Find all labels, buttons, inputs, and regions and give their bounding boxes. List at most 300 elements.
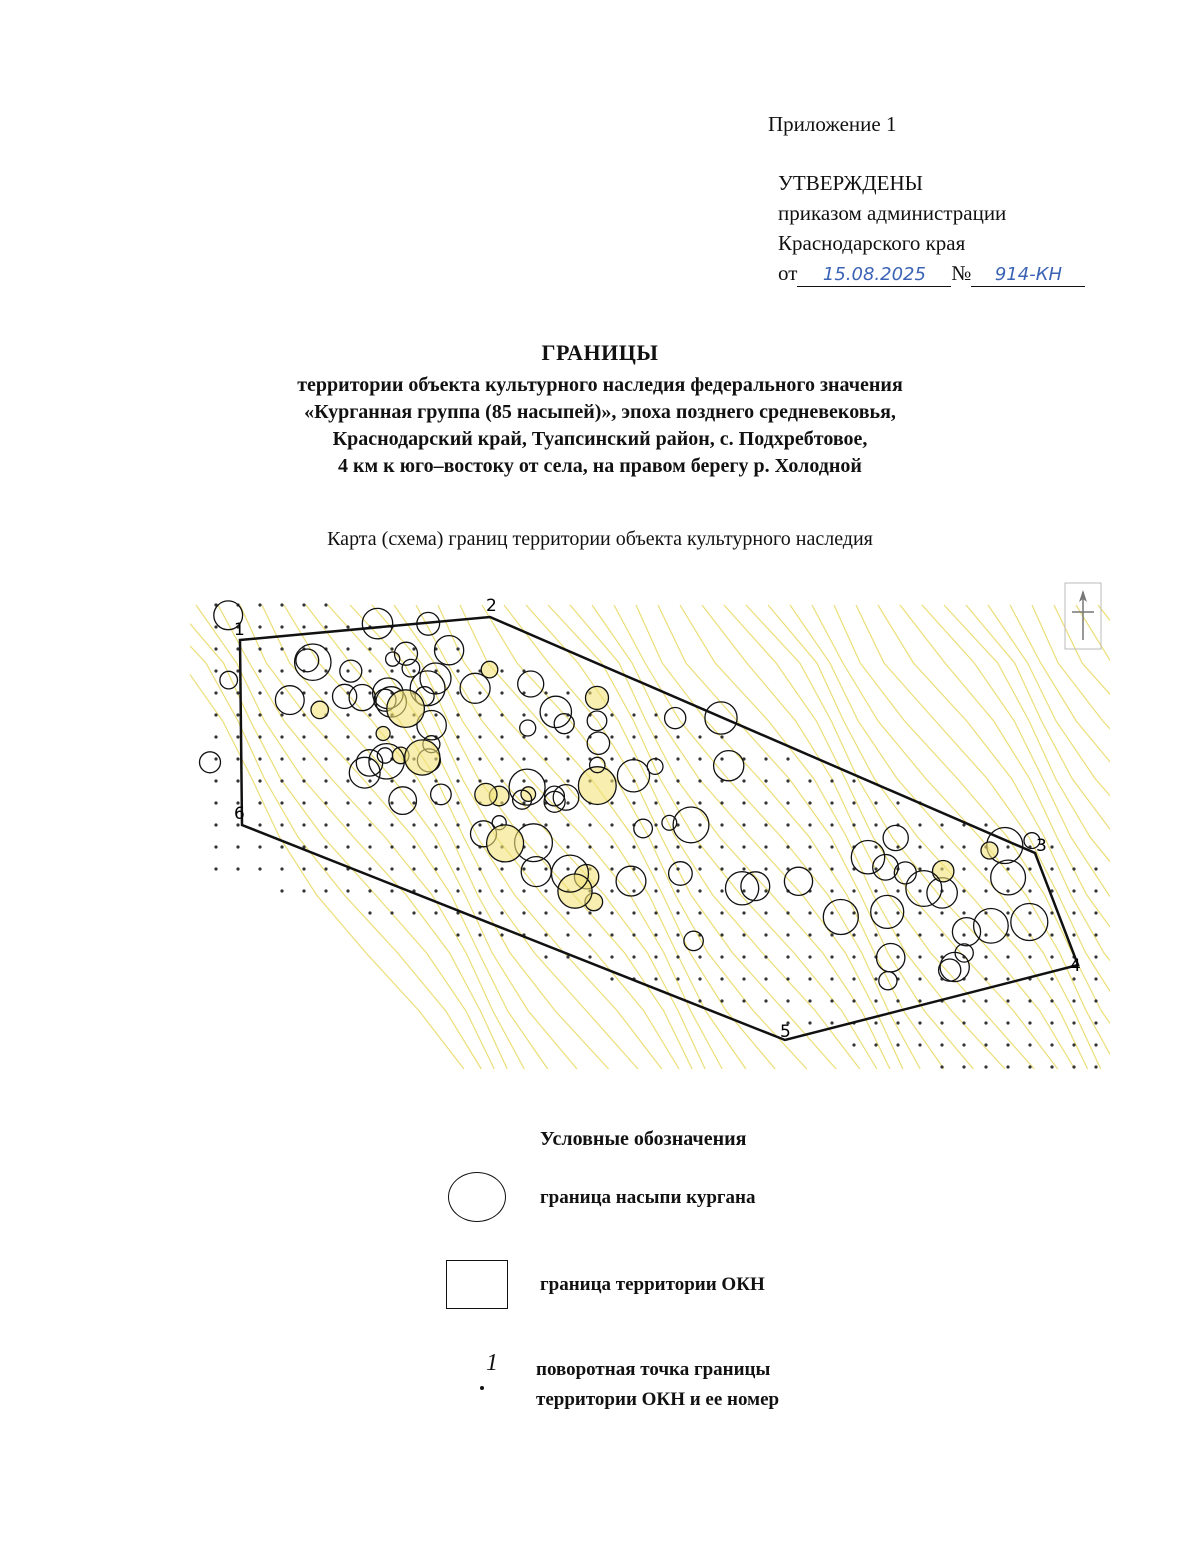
survey-dot (214, 713, 217, 716)
survey-dot (346, 889, 349, 892)
survey-dot (346, 713, 349, 716)
survey-dot (1094, 911, 1097, 914)
survey-dot (808, 823, 811, 826)
survey-dot (258, 647, 261, 650)
survey-dot (632, 955, 635, 958)
survey-dot (830, 955, 833, 958)
survey-dot (984, 933, 987, 936)
survey-dot (830, 977, 833, 980)
survey-dot (412, 823, 415, 826)
survey-dot (566, 757, 569, 760)
survey-dot (1028, 1065, 1031, 1068)
survey-dot (588, 911, 591, 914)
survey-dot (456, 647, 459, 650)
approval-line-2: Краснодарского края (778, 231, 966, 255)
survey-dot (346, 625, 349, 628)
survey-dot (588, 955, 591, 958)
survey-dot (412, 669, 415, 672)
survey-dot (258, 757, 261, 760)
point-label-5: 5 (780, 1022, 791, 1042)
survey-dot (874, 1021, 877, 1024)
survey-dot (654, 801, 657, 804)
survey-dot (896, 955, 899, 958)
survey-dot (236, 867, 239, 870)
survey-dot (390, 823, 393, 826)
survey-dot (852, 1043, 855, 1046)
mound-circle (405, 740, 440, 775)
contour-line (548, 605, 877, 1069)
survey-dot (1050, 955, 1053, 958)
survey-dot (280, 801, 283, 804)
survey-dot (500, 691, 503, 694)
survey-dot (214, 867, 217, 870)
survey-dot (742, 801, 745, 804)
survey-dot (962, 1065, 965, 1068)
survey-dot (478, 911, 481, 914)
survey-dot (412, 867, 415, 870)
survey-dot (236, 845, 239, 848)
survey-dot (1006, 977, 1009, 980)
survey-dot (610, 735, 613, 738)
survey-dot (280, 845, 283, 848)
survey-dot (390, 801, 393, 804)
survey-dot (280, 669, 283, 672)
survey-dot (940, 845, 943, 848)
survey-dot (368, 911, 371, 914)
survey-dot (918, 823, 921, 826)
survey-dot (786, 845, 789, 848)
survey-dot (808, 955, 811, 958)
survey-dot (324, 669, 327, 672)
survey-dot (786, 933, 789, 936)
survey-dot (808, 779, 811, 782)
survey-dot (720, 735, 723, 738)
survey-dot (346, 647, 349, 650)
survey-dot (962, 845, 965, 848)
survey-dot (742, 911, 745, 914)
survey-dot (368, 779, 371, 782)
survey-dot (412, 845, 415, 848)
survey-dot (566, 779, 569, 782)
survey-dot (478, 933, 481, 936)
document-title (0, 340, 1200, 480)
survey-dot (654, 911, 657, 914)
survey-dot (324, 735, 327, 738)
survey-dot (280, 823, 283, 826)
survey-dot (478, 889, 481, 892)
survey-dot (500, 735, 503, 738)
survey-dot (368, 691, 371, 694)
survey-dot (830, 933, 833, 936)
survey-dot (786, 955, 789, 958)
survey-dot (786, 999, 789, 1002)
order-date-value: 15.08.2025 (822, 264, 926, 285)
survey-dot (544, 713, 547, 716)
map-caption: Карта (схема) границ территории объекта культурного наследия (327, 528, 873, 550)
number-prefix: № (951, 261, 972, 285)
survey-dot (764, 977, 767, 980)
survey-dot (852, 911, 855, 914)
survey-dot (676, 779, 679, 782)
survey-dot (830, 999, 833, 1002)
survey-dot (566, 867, 569, 870)
survey-dot (852, 889, 855, 892)
survey-dot (214, 669, 217, 672)
mound-circle (386, 652, 400, 666)
survey-dot (808, 977, 811, 980)
survey-dot (764, 779, 767, 782)
survey-dot (676, 735, 679, 738)
survey-dot (1050, 999, 1053, 1002)
survey-dot (214, 757, 217, 760)
survey-dot (764, 911, 767, 914)
survey-dot (984, 1021, 987, 1024)
survey-dot (984, 999, 987, 1002)
survey-dot (1006, 1043, 1009, 1046)
survey-dot (522, 911, 525, 914)
survey-dot (852, 955, 855, 958)
survey-dot (456, 801, 459, 804)
survey-dot (698, 801, 701, 804)
survey-dot (676, 889, 679, 892)
survey-dot (280, 603, 283, 606)
survey-dot (918, 845, 921, 848)
point-label-4: 4 (1070, 956, 1081, 976)
survey-dot (346, 779, 349, 782)
survey-dot (720, 823, 723, 826)
survey-dot (500, 713, 503, 716)
survey-dot (918, 933, 921, 936)
mound-circles (200, 601, 1048, 990)
mound-circle (521, 787, 536, 802)
survey-dot (610, 845, 613, 848)
survey-dot (214, 779, 217, 782)
legend-mound-symbol (448, 1172, 506, 1222)
survey-dot (874, 1043, 877, 1046)
legend-point-dot (480, 1386, 484, 1390)
survey-dot (258, 669, 261, 672)
survey-dot (544, 735, 547, 738)
survey-dot (412, 735, 415, 738)
survey-dot (1094, 1043, 1097, 1046)
survey-dot (610, 889, 613, 892)
survey-dot (456, 757, 459, 760)
survey-dot (346, 757, 349, 760)
survey-dot (280, 713, 283, 716)
survey-dot (280, 779, 283, 782)
mound-circle (518, 671, 544, 697)
survey-dot (280, 647, 283, 650)
survey-dot (610, 977, 613, 980)
approval-date-line (778, 258, 1085, 288)
survey-dot (610, 757, 613, 760)
survey-dot (1094, 955, 1097, 958)
survey-dot (280, 625, 283, 628)
survey-dot (214, 691, 217, 694)
survey-dot (324, 801, 327, 804)
survey-dot (896, 933, 899, 936)
survey-dot (434, 713, 437, 716)
survey-dot (566, 735, 569, 738)
survey-dot (1094, 867, 1097, 870)
survey-dot (258, 691, 261, 694)
survey-dot (764, 955, 767, 958)
survey-dot (874, 889, 877, 892)
survey-dot (896, 911, 899, 914)
survey-dot (632, 933, 635, 936)
survey-dot (940, 911, 943, 914)
survey-dot (720, 845, 723, 848)
survey-dot (456, 669, 459, 672)
survey-dot (940, 1065, 943, 1068)
survey-dot (500, 933, 503, 936)
survey-dot (544, 757, 547, 760)
survey-dot (676, 801, 679, 804)
survey-dot (368, 867, 371, 870)
survey-dot (874, 933, 877, 936)
survey-dot (720, 889, 723, 892)
survey-dot (544, 933, 547, 936)
survey-dot (1006, 999, 1009, 1002)
survey-dot (1072, 977, 1075, 980)
date-prefix: от (778, 261, 798, 285)
survey-dot (412, 779, 415, 782)
survey-dot (610, 867, 613, 870)
survey-dot (918, 977, 921, 980)
survey-dot (698, 823, 701, 826)
mound-circle (587, 732, 609, 754)
survey-dot (1072, 1043, 1075, 1046)
approval-line-1: приказом администрации (778, 201, 1007, 225)
survey-dot (324, 757, 327, 760)
survey-dot (764, 757, 767, 760)
survey-dot (962, 933, 965, 936)
survey-dot (456, 779, 459, 782)
survey-dot (984, 1065, 987, 1068)
survey-dot (610, 911, 613, 914)
survey-dot (984, 977, 987, 980)
legend-point-number: 1 (486, 1350, 498, 1376)
survey-dot (610, 801, 613, 804)
survey-dot (830, 779, 833, 782)
survey-dot (1028, 955, 1031, 958)
survey-dot (720, 933, 723, 936)
survey-dot (1094, 933, 1097, 936)
survey-dot (302, 867, 305, 870)
survey-dot (654, 933, 657, 936)
survey-dot (720, 955, 723, 958)
survey-dot (764, 823, 767, 826)
survey-dot (764, 889, 767, 892)
contour-line (702, 605, 1034, 1069)
survey-dot (368, 801, 371, 804)
survey-dot (456, 889, 459, 892)
survey-dot (610, 823, 613, 826)
survey-dot (918, 1043, 921, 1046)
survey-dot (390, 889, 393, 892)
survey-dot (764, 867, 767, 870)
survey-dot (434, 867, 437, 870)
survey-dot (764, 801, 767, 804)
survey-dot (654, 867, 657, 870)
survey-dot (1072, 911, 1075, 914)
survey-dot (720, 999, 723, 1002)
survey-dot (962, 911, 965, 914)
survey-dot (764, 933, 767, 936)
survey-dot (1094, 1021, 1097, 1024)
contour-line (944, 605, 1110, 1069)
survey-dot (280, 867, 283, 870)
survey-dot (698, 735, 701, 738)
survey-dot (566, 911, 569, 914)
survey-dot (390, 911, 393, 914)
mound-circle (311, 701, 328, 718)
survey-dot (236, 779, 239, 782)
survey-dot (808, 933, 811, 936)
survey-dot (566, 691, 569, 694)
survey-dot (742, 999, 745, 1002)
mound-circle (487, 825, 524, 862)
survey-dot (1094, 889, 1097, 892)
point-label-1: 1 (234, 620, 245, 640)
survey-dot (434, 889, 437, 892)
survey-dot (434, 911, 437, 914)
survey-dot (522, 867, 525, 870)
survey-dot (390, 735, 393, 738)
survey-dot (962, 1021, 965, 1024)
survey-dot (214, 647, 217, 650)
survey-dot (852, 823, 855, 826)
title-main: ГРАНИЦЫ (541, 340, 659, 365)
survey-dot (742, 867, 745, 870)
survey-dot (896, 845, 899, 848)
survey-dot (610, 955, 613, 958)
survey-dot (1072, 999, 1075, 1002)
survey-dot (962, 867, 965, 870)
survey-dot (324, 845, 327, 848)
mound-circle (939, 959, 961, 981)
legend-point-text (536, 1355, 779, 1415)
survey-dot (654, 889, 657, 892)
legend-territory-text: граница территории ОКН (540, 1274, 765, 1295)
survey-dot (918, 955, 921, 958)
mound-circle (420, 663, 451, 694)
survey-dot (984, 867, 987, 870)
title-line-4: 4 км к юго–востоку от села, на правом берегу р. Холодной (338, 455, 862, 477)
survey-dot (1028, 1043, 1031, 1046)
title-line-3: Краснодарский край, Туапсинский район, с. Подхребтовое, (332, 428, 868, 450)
survey-dot (258, 603, 261, 606)
survey-dot (698, 999, 701, 1002)
survey-dot (1006, 1065, 1009, 1068)
survey-dot (368, 735, 371, 738)
contour-line (196, 605, 507, 1069)
contour-line (680, 605, 1005, 1069)
survey-dot (874, 823, 877, 826)
survey-dot (632, 801, 635, 804)
mound-circle (520, 720, 536, 736)
mound-circle (617, 760, 649, 792)
survey-dot (676, 911, 679, 914)
survey-dot (324, 867, 327, 870)
survey-dot (368, 713, 371, 716)
survey-dot (1050, 911, 1053, 914)
survey-dot (830, 867, 833, 870)
survey-dot (544, 691, 547, 694)
survey-dot (918, 889, 921, 892)
survey-dot (544, 823, 547, 826)
survey-dot (720, 911, 723, 914)
survey-dot (522, 779, 525, 782)
survey-dot (1028, 933, 1031, 936)
survey-dot (632, 845, 635, 848)
survey-dot (808, 999, 811, 1002)
contour-line (504, 605, 836, 1069)
survey-dot (984, 823, 987, 826)
mound-circle (883, 825, 908, 850)
survey-dot (808, 1021, 811, 1024)
mound-circle (389, 787, 417, 815)
survey-dot (918, 999, 921, 1002)
appendix-label: Приложение 1 (768, 112, 897, 136)
survey-dot (236, 735, 239, 738)
survey-dot (1050, 845, 1053, 848)
survey-dot (896, 999, 899, 1002)
survey-dot (742, 779, 745, 782)
survey-dot (346, 735, 349, 738)
legend-mound-text: граница насыпи кургана (540, 1187, 756, 1208)
survey-dot (1072, 933, 1075, 936)
mound-circle (981, 842, 998, 859)
survey-dot (698, 977, 701, 980)
survey-dot (500, 867, 503, 870)
mound-circle (933, 861, 954, 882)
legend-point-line-1: поворотная точка границы (536, 1359, 771, 1380)
survey-dot (478, 757, 481, 760)
survey-dot (346, 823, 349, 826)
survey-dot (808, 867, 811, 870)
survey-dot (830, 823, 833, 826)
mound-circle (376, 727, 390, 741)
survey-dot (566, 933, 569, 936)
survey-dot (588, 823, 591, 826)
mound-circle (200, 752, 221, 773)
survey-dot (874, 977, 877, 980)
survey-dot (1072, 1065, 1075, 1068)
north-arrow-icon (1064, 582, 1102, 650)
survey-dot (302, 735, 305, 738)
mound-circle (662, 815, 677, 830)
survey-dot (324, 823, 327, 826)
survey-dot (456, 713, 459, 716)
order-date (797, 262, 951, 287)
contour-line (262, 605, 577, 1069)
survey-dot (368, 823, 371, 826)
survey-dot (544, 911, 547, 914)
survey-dot (632, 735, 635, 738)
mound-circle (616, 866, 646, 896)
title-line-1: территории объекта культурного наследия федерального значения (297, 374, 903, 396)
survey-dot (280, 735, 283, 738)
survey-dot (896, 1021, 899, 1024)
survey-dot (456, 823, 459, 826)
survey-dot (698, 845, 701, 848)
survey-dot (720, 757, 723, 760)
survey-dot (940, 1043, 943, 1046)
mound-circle (349, 757, 380, 788)
contour-line (306, 605, 638, 1069)
survey-dot (852, 801, 855, 804)
